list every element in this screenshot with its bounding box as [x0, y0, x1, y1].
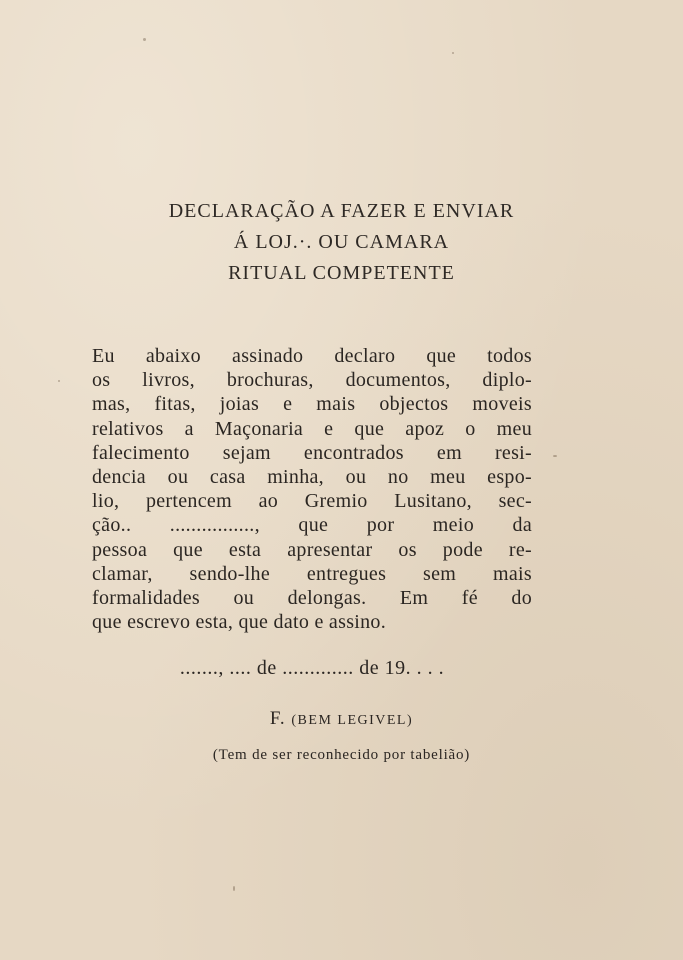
body-line: Eu abaixo assinado declaro que todos [92, 345, 532, 367]
signature-line [0, 708, 683, 730]
paper-speck [452, 52, 454, 54]
body-line: ção.. ................, que por meio da [92, 514, 532, 537]
body-line: dencia ou casa minha, ou no meu espo- [92, 465, 532, 488]
heading-line-3: RITUAL COMPETENTE [228, 262, 455, 284]
paper-speck [143, 38, 146, 41]
body-line: mas, fitas, joias e mais objectos moveis [92, 393, 532, 416]
signature-initial: F. [269, 708, 286, 729]
body-line: falecimento sejam encontrados em resi- [92, 441, 532, 464]
body-line: lio, pertencem ao Gremio Lusitano, sec- [92, 490, 532, 513]
heading-line-2: Á LOJ.·. OU CAMARA [233, 231, 450, 253]
signature-note: (BEM LEGIVEL) [291, 713, 414, 728]
body-line: que escrevo esta, que dato e assino. [92, 611, 387, 634]
document-heading [0, 196, 683, 289]
body-line: formalidades ou delongas. Em fé do [92, 586, 532, 609]
notarization-note: (Tem de ser reconhecido por tabelião) [212, 747, 471, 763]
paper-speck [553, 455, 557, 457]
body-line: os livros, brochuras, documentos, diplo- [92, 369, 532, 392]
date-line: ......., .... de ............. de 19. . . . [179, 657, 445, 679]
body-line: relativos a Maçonaria e que apoz o meu [92, 417, 532, 440]
paper-speck [58, 380, 60, 382]
body-line: clamar, sendo-lhe entregues sem mais [92, 562, 532, 585]
body-line: pessoa que esta apresentar os pode re- [92, 538, 532, 561]
declaration-body [92, 344, 532, 634]
heading-line-1: DECLARAÇÃO A FAZER E ENVIAR [168, 200, 515, 222]
paper-speck [233, 886, 235, 891]
